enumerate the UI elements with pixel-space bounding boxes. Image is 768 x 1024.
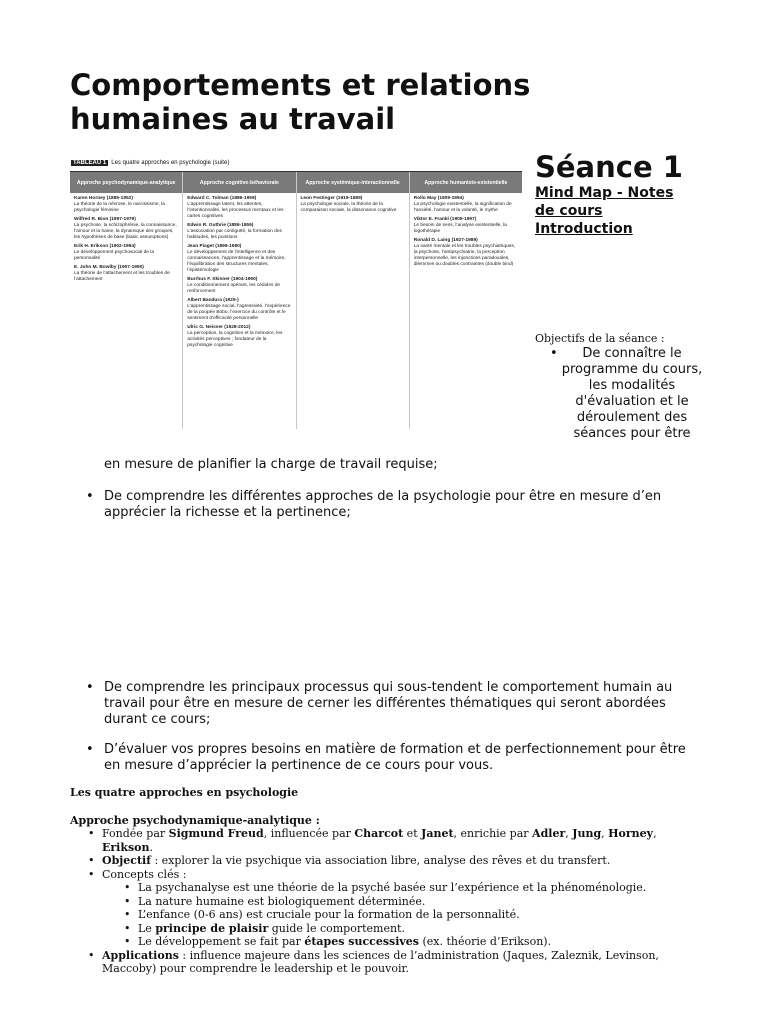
table-entry-name: Leon Festinger (1919-1989) bbox=[300, 196, 363, 201]
objective-item bbox=[86, 680, 694, 728]
table-entry-name: E. John M. Bowlby (1907-1990) bbox=[74, 265, 144, 270]
table-entry-text: La théorie de la névrose, le narcissisme, la psychologie féminine bbox=[74, 202, 165, 213]
table-caption-text: Les quatre approches en psychologie (suite) bbox=[111, 160, 230, 166]
section-heading: Les quatre approches en psychologie bbox=[70, 786, 299, 799]
table-entry-text: La théorie de l’attachement et les troubles de l’attachement bbox=[74, 271, 170, 282]
table-entry-text: La psychologie existentielle, la signification de l’anxiété, l’amour et la volonté, le mythe bbox=[413, 202, 512, 213]
table-column bbox=[297, 172, 410, 429]
list-item: • La psychanalyse est une théorie de la psyché basée sur l’expérience et la phénoménologie. bbox=[138, 881, 690, 895]
approaches-section bbox=[70, 786, 690, 976]
table-entry-text: L’association par contiguïté, la formation des habitudes, les punitions bbox=[187, 229, 282, 240]
subtitle-line: Mind Map - Notes bbox=[535, 185, 674, 201]
table-column-header: Approche systémique-interactionnelle bbox=[297, 172, 409, 193]
table-entry-text: La psychose, la schizophrénie, la connaissance, l’amour et la haine, la dynamique des groupes, les hypothèses de base (basic assumptions) bbox=[74, 223, 177, 240]
concept-list bbox=[102, 881, 690, 949]
table-column bbox=[70, 172, 183, 429]
table-column bbox=[183, 172, 296, 429]
list-item: • La nature humaine est biologiquement déterminée. bbox=[138, 895, 690, 909]
table-entry-name: Burrhus F. Skinner (1904-1990) bbox=[187, 277, 258, 282]
objective-text: De comprendre les différentes approches de la psychologie pour être en mesure d’en apprécier la richesse et la pertinence; bbox=[104, 489, 662, 520]
list-item: • Concepts clés : • La psychanalyse est une théorie de la psyché basée sur l’expérience et la phénoménologie. • La nature humaine est biologiquement déterminée. • L’enfance (0-6 ans) est cruciale pour la formation de la personnalité. • Le principe de plaisir guide le comportement. • Le développement se fait par étapes successives (ex. théorie d’Erikson). bbox=[102, 868, 690, 949]
objective-continuation: en mesure de planifier la charge de travail requise; bbox=[104, 457, 438, 472]
list-item: • Objectif : explorer la vie psychique via association libre, analyse des rêves et du transfert. bbox=[102, 854, 690, 868]
table-entry-name: Rollo May (1909-1994) bbox=[413, 196, 464, 201]
table-entry-name: Erik H. Erikson (1902-1994) bbox=[74, 244, 136, 249]
list-item: • L’enfance (0-6 ans) est cruciale pour la formation de la personnalité. bbox=[138, 908, 690, 922]
objective-item bbox=[86, 489, 704, 521]
bullet-icon: • bbox=[86, 680, 94, 695]
objective-text: De comprendre les principaux processus qui sous-tendent le comportement humain au travail pour être en mesure de cerner les différentes thématiques qui seront abordées durant ce cours; bbox=[104, 680, 673, 727]
table-entry-text: L’apprentissage latent, les attentes, l’intentionnalité, les processus mentaux et les cartes cognitives bbox=[187, 202, 284, 219]
table-entry-name: Karen Horney (1885-1952) bbox=[74, 196, 133, 201]
objective-item bbox=[86, 742, 694, 774]
objectives-label: Objectifs de la séance : bbox=[535, 332, 665, 345]
table-column-header: Approche humaniste-existentielle bbox=[410, 172, 522, 193]
session-subtitle bbox=[535, 184, 700, 238]
section-subheading: Approche psychodynamique-analytique : bbox=[70, 813, 320, 827]
table-entry-text: La perception, la cognition et la mémoire, les activités perceptives ; fondateur de la psychologie cognitive bbox=[187, 331, 283, 348]
table-entry-name: Wilfred R. Bion (1897-1979) bbox=[74, 217, 136, 222]
session-title: Séance 1 bbox=[535, 150, 683, 184]
table-column bbox=[410, 172, 522, 429]
document-title: Comportements et relations humaines au travail bbox=[70, 68, 531, 136]
table-caption bbox=[70, 160, 522, 170]
subtitle-line: Introduction bbox=[535, 221, 633, 237]
list-item: • Le développement se fait par étapes successives (ex. théorie d’Erikson). bbox=[138, 935, 690, 949]
table-grid bbox=[70, 171, 522, 429]
list-item: • Applications : influence majeure dans les sciences de l’administration (Jaques, Zaleznik, Levinson, Maccoby) pour comprendre le leadership et le pouvoir. bbox=[102, 949, 690, 976]
bullet-icon: • bbox=[86, 489, 94, 504]
table-entry-text: La psychologie sociale, la théorie de la comparaison sociale, la dissonance cognitive bbox=[300, 202, 397, 213]
table-entry-name: Ulric G. Neisser (1928-2012) bbox=[187, 325, 251, 330]
table-entry-name: Jean Piaget (1896-1980) bbox=[187, 244, 242, 249]
table-entry-name: Viktor E. Frankl (1905-1997) bbox=[413, 217, 477, 222]
bullet-icon: • bbox=[550, 346, 558, 361]
table-entry-name: Edwin R. Guthrie (1886-1959) bbox=[187, 223, 254, 228]
bullet-icon: • bbox=[86, 742, 94, 757]
table-entry-text: Le conditionnement opérant, les cédules de renforcement bbox=[187, 283, 281, 294]
objective-text: De connaître le programme du cours, les modalités d'évaluation et le déroulement des séances pour être bbox=[561, 346, 703, 441]
approach-list bbox=[70, 827, 690, 976]
table-entry-name: Ronald D. Laing (1927-1989) bbox=[413, 238, 478, 243]
table-entry-text: L’apprentissage social, l’agressivité, l’expérience de la poupée Bobo, l’exercice du contrôle et le sentiment d’efficacité personnelle bbox=[187, 304, 291, 321]
table-entry-text: La santé mentale et les troubles psychiatriques, la psychose, l’antipsychiatrie, la perception interpersonnelle, les injonctions paradoxales, dilemmes ou doubles contraintes (double bind) bbox=[413, 244, 516, 267]
objective-text: D’évaluer vos propres besoins en matière de formation et de perfectionnement pour être en mesure d’apprécier la pertinence de ce cours pour vous. bbox=[104, 742, 686, 773]
list-item: • Fondée par Sigmund Freud, influencée par Charcot et Janet, enrichie par Adler, Jung, Horney, Erikson. bbox=[102, 827, 690, 854]
list-item: • Le principe de plaisir guide le comportement. bbox=[138, 922, 690, 936]
table-badge: TABLEAU 1 bbox=[73, 160, 107, 166]
table-entry-text: Le développement psychosocial de la personnalité bbox=[74, 250, 155, 261]
objective-item bbox=[552, 346, 712, 442]
table-figure bbox=[70, 160, 522, 428]
table-entry-text: Le développement de l’intelligence et des connaissances, l’apprentissage et la mémoire, l’équilibration des structures mentales, l’épistémologie bbox=[187, 250, 286, 273]
subtitle-line: de cours bbox=[535, 203, 603, 219]
table-entry-name: Edward C. Tolman (1886-1959) bbox=[187, 196, 257, 201]
table-column-header: Approche cognitive-béhaviorale bbox=[183, 172, 295, 193]
table-entry-name: Albert Bandura (1925-) bbox=[187, 298, 239, 303]
table-entry-text: Le besoin de sens, l’analyse existentielle, la logothérapie bbox=[413, 223, 507, 234]
table-column-header: Approche psychodynamique-analytique bbox=[70, 172, 182, 193]
